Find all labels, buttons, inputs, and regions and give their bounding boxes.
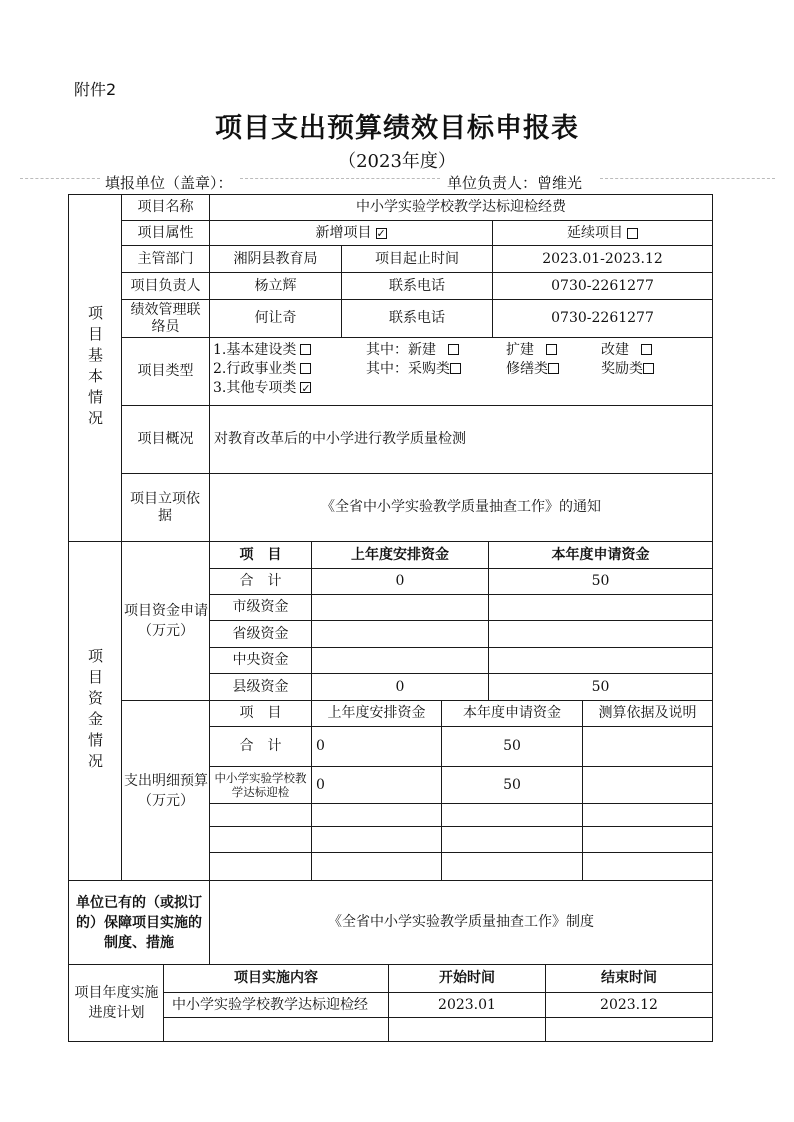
funds-col-prev: 上年度安排资金	[351, 546, 449, 563]
type-opt1-expand[interactable]	[506, 341, 557, 360]
schedule-row-content: 中小学实验学校教学达标迎检经	[172, 996, 368, 1013]
phone-label: 联系电话	[389, 277, 445, 294]
funds-row-prev	[312, 621, 488, 647]
section-funds-label	[69, 542, 121, 880]
funds-row-label: 省级资金	[232, 625, 289, 642]
year-subtitle: （2023年度）	[338, 151, 456, 172]
type-opt1-new-label: 其中：新建	[366, 342, 436, 358]
funds-row-label: 中央资金	[232, 652, 289, 668]
schedule-label-text: 项目年度实施进度计划	[74, 985, 159, 1021]
guarantee-label-text: 单位已有的（或拟订的）保障项目实施的制度、措施	[76, 894, 202, 951]
project-name-value: 中小学实验学校教学达标迎检经费	[356, 199, 566, 215]
basis-value: 《全省中小学实验教学质量抽查工作》的通知	[321, 499, 601, 515]
type-opt1-expand-checkbox[interactable]	[546, 344, 557, 355]
guarantee-label	[72, 881, 206, 964]
detail-col-item: 项 目	[239, 705, 282, 721]
type-opt2-label: 2.行政事业类	[213, 361, 297, 377]
funds-apply-text: 项目资金申请（万元）	[124, 603, 208, 639]
funds-row-cur: 50	[591, 573, 610, 589]
dept-value: 湘阴县教育局	[233, 250, 318, 267]
basis-label-text: 项目立项依据	[130, 490, 200, 524]
type-opt2-purchase[interactable]	[366, 360, 461, 379]
phone-value: 0730-2261277	[551, 277, 654, 294]
funds-row-label: 市级资金	[232, 599, 289, 615]
attachment-label: 附件2	[74, 80, 117, 99]
project-name-label: 项目名称	[137, 199, 194, 215]
perf-contact-label	[126, 300, 205, 337]
period-label: 项目起止时间	[375, 250, 459, 267]
schedule-row-end: 2023.12	[600, 996, 658, 1013]
attr-new-checkbox[interactable]	[376, 228, 387, 239]
period-value: 2023.01-2023.12	[542, 250, 663, 267]
funds-col-cur: 本年度申请资金	[551, 546, 650, 563]
perf-contact-text: 绩效管理联络员	[130, 301, 201, 335]
type-opt2[interactable]	[213, 360, 311, 379]
schedule-col-content: 项目实施内容	[234, 970, 318, 986]
type-opt2-repair-label: 修缮类	[506, 361, 548, 377]
type-opt1-new-checkbox[interactable]	[448, 344, 459, 355]
perf-contact-value: 何让奇	[254, 310, 297, 326]
detail-col-note: 测算依据及说明	[598, 705, 697, 721]
phone2-value: 0730-2261277	[551, 310, 654, 326]
detail-row-cur: 50	[503, 776, 521, 793]
type-opt1-label: 1.基本建设类	[213, 342, 297, 358]
schedule-label	[72, 965, 161, 1041]
detail-row-prev: 0	[316, 776, 325, 793]
type-opt2-reward[interactable]	[601, 360, 654, 379]
detail-label	[124, 701, 208, 880]
detail-label-text: 支出明细预算（万元）	[124, 772, 208, 809]
guarantee-value: 《全省中小学实验教学质量抽查工作》制度	[328, 914, 594, 930]
type-opt1[interactable]	[213, 341, 311, 360]
funds-row-label: 合 计	[239, 573, 282, 589]
funds-row-prev	[312, 648, 488, 673]
page-title: 项目支出预算绩效目标申报表	[215, 113, 579, 144]
type-opt2-checkbox[interactable]	[300, 363, 311, 374]
schedule-col-end: 结束时间	[601, 970, 657, 986]
type-opt2-purchase-checkbox[interactable]	[450, 363, 461, 374]
attr-new-option[interactable]	[210, 221, 492, 245]
detail-col-prev: 上年度安排资金	[327, 705, 426, 721]
funds-apply-label	[124, 542, 208, 700]
overview-value: 对教育改革后的中小学进行教学质量检测	[214, 431, 466, 447]
funds-row-cur	[489, 648, 712, 673]
project-attr-label: 项目属性	[137, 224, 194, 241]
detail-row-label: 合 计	[239, 738, 282, 754]
funds-row-prev: 0	[395, 573, 405, 589]
owner-value: 杨立辉	[254, 277, 297, 294]
phone2-label: 联系电话	[389, 310, 445, 326]
type-opt3-checkbox[interactable]	[300, 382, 311, 393]
detail-col-cur: 本年度申请资金	[463, 705, 561, 721]
funds-row-cur: 50	[591, 678, 610, 695]
overview-label: 项目概况	[137, 431, 194, 447]
attr-cont-checkbox[interactable]	[627, 228, 638, 239]
type-opt1-rebuild-checkbox[interactable]	[641, 344, 652, 355]
type-opt3-label: 3.其他专项类	[213, 380, 297, 396]
schedule-row-start: 2023.01	[438, 996, 496, 1013]
type-opt1-new[interactable]	[366, 341, 459, 360]
basis-label	[130, 474, 200, 541]
unit-label: 填报单位（盖章）：	[105, 174, 233, 192]
owner-label: 项目负责人	[130, 277, 201, 294]
type-opt2-reward-checkbox[interactable]	[643, 363, 654, 374]
section-basic-text: 项目基本情况	[86, 305, 104, 431]
section-funds-text: 项目资金情况	[86, 648, 104, 774]
leader-label: 单位负责人：曾维光	[447, 174, 583, 192]
project-type-options	[213, 341, 711, 403]
funds-row-cur	[489, 595, 712, 620]
detail-row-label: 中小学实验学校教学达标迎检	[214, 771, 307, 799]
detail-row-note	[583, 727, 712, 766]
type-opt3[interactable]	[213, 379, 311, 398]
detail-row-prev: 0	[316, 738, 325, 754]
funds-row-cur	[489, 621, 712, 647]
type-opt1-rebuild-label: 改建	[601, 342, 629, 358]
dept-label: 主管部门	[137, 250, 194, 267]
type-opt1-rebuild[interactable]	[601, 341, 652, 360]
project-type-label: 项目类型	[137, 363, 194, 379]
schedule-col-start: 开始时间	[439, 970, 495, 986]
attr-cont-label: 延续项目	[567, 224, 623, 241]
type-opt1-checkbox[interactable]	[300, 344, 311, 355]
type-opt2-repair-checkbox[interactable]	[548, 363, 559, 374]
type-opt2-purchase-label: 其中：采购类	[366, 361, 450, 377]
funds-row-prev	[312, 595, 488, 620]
detail-row-cur: 50	[503, 738, 521, 754]
type-opt2-reward-label: 奖励类	[601, 361, 643, 377]
attr-new-label: 新增项目	[315, 224, 372, 241]
funds-col-item: 项 目	[239, 546, 282, 563]
type-opt1-expand-label: 扩建	[506, 342, 534, 358]
section-basic-label	[69, 195, 121, 541]
attr-cont-option[interactable]	[493, 221, 712, 245]
type-opt2-repair[interactable]	[506, 360, 559, 379]
detail-row-note	[583, 767, 712, 803]
funds-row-label: 县级资金	[232, 678, 289, 695]
funds-row-prev: 0	[395, 678, 405, 695]
